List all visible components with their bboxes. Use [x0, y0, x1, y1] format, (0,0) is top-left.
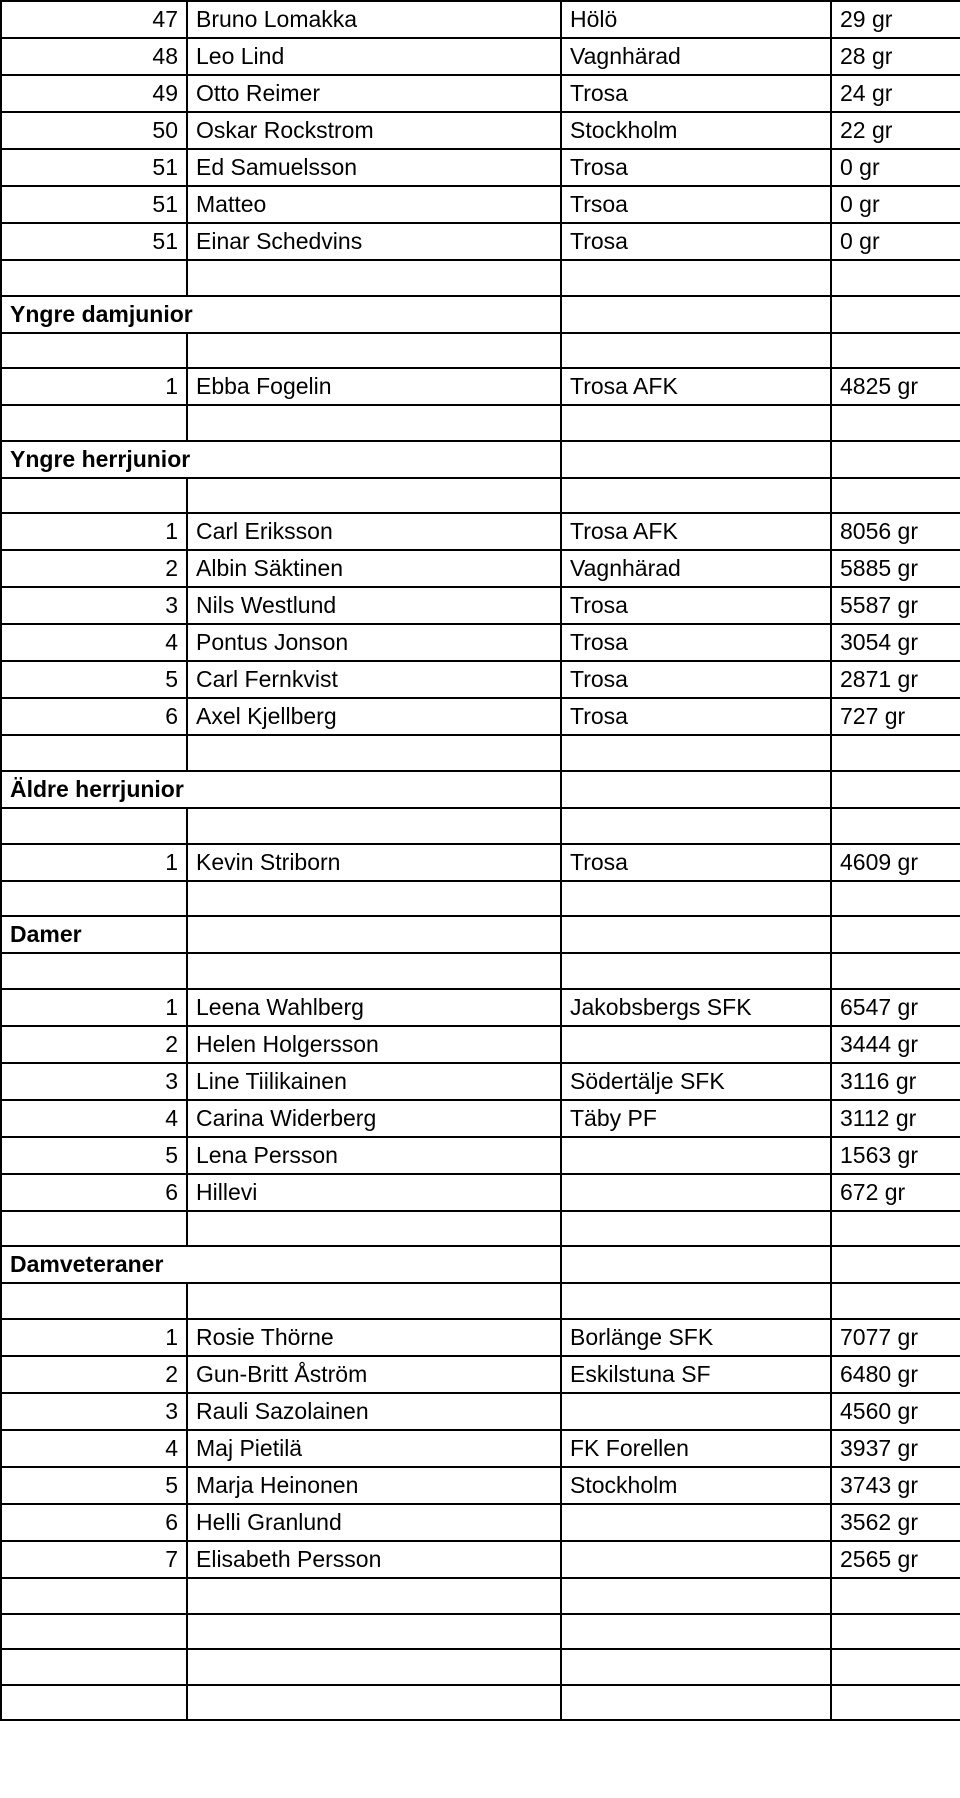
- rank-cell: 3: [1, 587, 187, 624]
- name-cell: Leo Lind: [187, 38, 561, 75]
- blank-row: [1, 808, 960, 844]
- club-cell: Eskilstuna SF: [561, 1356, 831, 1393]
- empty-cell: [187, 735, 561, 771]
- name-cell: Hillevi: [187, 1174, 561, 1211]
- empty-cell: [1, 1283, 187, 1319]
- blank-row: [1, 735, 960, 771]
- weight-cell: 4825 gr: [831, 368, 960, 405]
- empty-cell: [187, 1211, 561, 1247]
- club-cell: [561, 1504, 831, 1541]
- rank-cell: 6: [1, 1504, 187, 1541]
- weight-cell: 0 gr: [831, 223, 960, 260]
- empty-cell: [187, 478, 561, 514]
- empty-cell: [187, 1649, 561, 1685]
- rank-cell: 2: [1, 550, 187, 587]
- empty-cell: [561, 1614, 831, 1650]
- name-cell: Carl Eriksson: [187, 513, 561, 550]
- blank-row: [1, 333, 960, 369]
- table-row: [1, 75, 960, 112]
- table-row: [1, 1100, 960, 1137]
- name-cell: Ed Samuelsson: [187, 149, 561, 186]
- empty-cell: [561, 441, 831, 478]
- table-row: [1, 1541, 960, 1578]
- rank-cell: 50: [1, 112, 187, 149]
- name-cell: Einar Schedvins: [187, 223, 561, 260]
- club-cell: [561, 1393, 831, 1430]
- section-title: Damveteraner: [1, 1246, 561, 1283]
- table-row: [1, 1356, 960, 1393]
- rank-cell: 1: [1, 1319, 187, 1356]
- empty-cell: [1, 1614, 187, 1650]
- rank-cell: 47: [1, 1, 187, 38]
- rank-cell: 1: [1, 513, 187, 550]
- club-cell: [561, 1137, 831, 1174]
- empty-cell: [561, 1685, 831, 1721]
- empty-cell: [831, 1649, 960, 1685]
- table-row: [1, 186, 960, 223]
- empty-cell: [831, 881, 960, 917]
- empty-cell: [831, 333, 960, 369]
- table-row: [1, 112, 960, 149]
- empty-cell: [187, 953, 561, 989]
- name-cell: Elisabeth Persson: [187, 1541, 561, 1578]
- blank-row: [1, 260, 960, 296]
- club-cell: Trosa: [561, 624, 831, 661]
- section-header-row: [1, 916, 960, 953]
- empty-cell: [187, 260, 561, 296]
- weight-cell: 672 gr: [831, 1174, 960, 1211]
- weight-cell: 8056 gr: [831, 513, 960, 550]
- empty-cell: [187, 405, 561, 441]
- weight-cell: 3054 gr: [831, 624, 960, 661]
- table-row: [1, 1063, 960, 1100]
- name-cell: Carina Widerberg: [187, 1100, 561, 1137]
- club-cell: Trosa: [561, 587, 831, 624]
- name-cell: Maj Pietilä: [187, 1430, 561, 1467]
- table-row: [1, 624, 960, 661]
- club-cell: Hölö: [561, 1, 831, 38]
- results-table-body: [1, 1, 960, 1720]
- empty-cell: [831, 771, 960, 808]
- empty-cell: [561, 1578, 831, 1614]
- section-header-row: [1, 441, 960, 478]
- weight-cell: 727 gr: [831, 698, 960, 735]
- weight-cell: 0 gr: [831, 186, 960, 223]
- table-row: [1, 1137, 960, 1174]
- weight-cell: 2565 gr: [831, 1541, 960, 1578]
- empty-cell: [831, 441, 960, 478]
- weight-cell: 2871 gr: [831, 661, 960, 698]
- name-cell: Pontus Jonson: [187, 624, 561, 661]
- club-cell: Jakobsbergs SFK: [561, 989, 831, 1026]
- name-cell: Helen Holgersson: [187, 1026, 561, 1063]
- club-cell: Täby PF: [561, 1100, 831, 1137]
- empty-cell: [187, 881, 561, 917]
- empty-cell: [187, 1685, 561, 1721]
- club-cell: [561, 1174, 831, 1211]
- name-cell: Rosie Thörne: [187, 1319, 561, 1356]
- rank-cell: 1: [1, 844, 187, 881]
- empty-cell: [831, 1578, 960, 1614]
- name-cell: Helli Granlund: [187, 1504, 561, 1541]
- weight-cell: 3444 gr: [831, 1026, 960, 1063]
- rank-cell: 5: [1, 1467, 187, 1504]
- empty-cell: [1, 405, 187, 441]
- empty-cell: [561, 296, 831, 333]
- name-cell: Gun-Britt Åström: [187, 1356, 561, 1393]
- name-cell: Axel Kjellberg: [187, 698, 561, 735]
- name-cell: Albin Säktinen: [187, 550, 561, 587]
- name-cell: Line Tiilikainen: [187, 1063, 561, 1100]
- empty-cell: [831, 260, 960, 296]
- empty-cell: [831, 953, 960, 989]
- weight-cell: 3937 gr: [831, 1430, 960, 1467]
- blank-row: [1, 1685, 960, 1721]
- section-header-row: [1, 1246, 960, 1283]
- table-row: [1, 844, 960, 881]
- empty-cell: [561, 333, 831, 369]
- rank-cell: 51: [1, 149, 187, 186]
- name-cell: Lena Persson: [187, 1137, 561, 1174]
- table-row: [1, 989, 960, 1026]
- table-row: [1, 1026, 960, 1063]
- rank-cell: 5: [1, 1137, 187, 1174]
- empty-cell: [187, 333, 561, 369]
- empty-cell: [831, 735, 960, 771]
- weight-cell: 29 gr: [831, 1, 960, 38]
- rank-cell: 4: [1, 1430, 187, 1467]
- rank-cell: 6: [1, 1174, 187, 1211]
- club-cell: Borlänge SFK: [561, 1319, 831, 1356]
- rank-cell: 49: [1, 75, 187, 112]
- table-row: [1, 550, 960, 587]
- empty-cell: [561, 260, 831, 296]
- rank-cell: 1: [1, 368, 187, 405]
- empty-cell: [831, 808, 960, 844]
- empty-cell: [1, 478, 187, 514]
- blank-row: [1, 1614, 960, 1650]
- empty-cell: [1, 1211, 187, 1247]
- weight-cell: 5885 gr: [831, 550, 960, 587]
- blank-row: [1, 1578, 960, 1614]
- name-cell: Bruno Lomakka: [187, 1, 561, 38]
- rank-cell: 48: [1, 38, 187, 75]
- club-cell: Södertälje SFK: [561, 1063, 831, 1100]
- table-row: [1, 1174, 960, 1211]
- empty-cell: [187, 1283, 561, 1319]
- name-cell: Leena Wahlberg: [187, 989, 561, 1026]
- empty-cell: [1, 260, 187, 296]
- table-row: [1, 1504, 960, 1541]
- empty-cell: [561, 1283, 831, 1319]
- empty-cell: [1, 735, 187, 771]
- section-header-row: [1, 771, 960, 808]
- table-row: [1, 1393, 960, 1430]
- weight-cell: 7077 gr: [831, 1319, 960, 1356]
- blank-row: [1, 405, 960, 441]
- empty-cell: [1, 881, 187, 917]
- table-row: [1, 698, 960, 735]
- blank-row: [1, 1211, 960, 1247]
- weight-cell: 5587 gr: [831, 587, 960, 624]
- empty-cell: [831, 405, 960, 441]
- blank-row: [1, 1283, 960, 1319]
- club-cell: Trosa: [561, 698, 831, 735]
- empty-cell: [831, 1211, 960, 1247]
- name-cell: Otto Reimer: [187, 75, 561, 112]
- blank-row: [1, 478, 960, 514]
- club-cell: Vagnhärad: [561, 38, 831, 75]
- rank-cell: 51: [1, 186, 187, 223]
- weight-cell: 22 gr: [831, 112, 960, 149]
- section-title: Äldre herrjunior: [1, 771, 561, 808]
- name-cell: Kevin Striborn: [187, 844, 561, 881]
- name-cell: Oskar Rockstrom: [187, 112, 561, 149]
- rank-cell: 3: [1, 1393, 187, 1430]
- rank-cell: 2: [1, 1026, 187, 1063]
- empty-cell: [831, 916, 960, 953]
- empty-cell: [831, 296, 960, 333]
- rank-cell: 3: [1, 1063, 187, 1100]
- rank-cell: 1: [1, 989, 187, 1026]
- empty-cell: [831, 1283, 960, 1319]
- empty-cell: [1, 953, 187, 989]
- table-row: [1, 38, 960, 75]
- weight-cell: 4560 gr: [831, 1393, 960, 1430]
- club-cell: Stockholm: [561, 1467, 831, 1504]
- club-cell: FK Forellen: [561, 1430, 831, 1467]
- club-cell: Trosa: [561, 223, 831, 260]
- table-row: [1, 223, 960, 260]
- club-cell: Trosa: [561, 661, 831, 698]
- table-row: [1, 513, 960, 550]
- rank-cell: 7: [1, 1541, 187, 1578]
- section-title: Yngre damjunior: [1, 296, 561, 333]
- empty-cell: [561, 808, 831, 844]
- empty-cell: [831, 1246, 960, 1283]
- name-cell: Marja Heinonen: [187, 1467, 561, 1504]
- weight-cell: 1563 gr: [831, 1137, 960, 1174]
- blank-row: [1, 881, 960, 917]
- empty-cell: [1, 1649, 187, 1685]
- name-cell: Carl Fernkvist: [187, 661, 561, 698]
- empty-cell: [187, 1578, 561, 1614]
- empty-cell: [187, 916, 561, 953]
- weight-cell: 3743 gr: [831, 1467, 960, 1504]
- rank-cell: 4: [1, 624, 187, 661]
- section-header-row: [1, 296, 960, 333]
- section-title: Yngre herrjunior: [1, 441, 561, 478]
- empty-cell: [561, 881, 831, 917]
- empty-cell: [187, 1614, 561, 1650]
- table-row: [1, 149, 960, 186]
- club-cell: Stockholm: [561, 112, 831, 149]
- empty-cell: [187, 808, 561, 844]
- empty-cell: [561, 405, 831, 441]
- section-title: Damer: [1, 916, 187, 953]
- table-row: [1, 1467, 960, 1504]
- weight-cell: 3116 gr: [831, 1063, 960, 1100]
- club-cell: Trosa: [561, 844, 831, 881]
- club-cell: Vagnhärad: [561, 550, 831, 587]
- empty-cell: [561, 916, 831, 953]
- empty-cell: [561, 478, 831, 514]
- club-cell: [561, 1026, 831, 1063]
- club-cell: [561, 1541, 831, 1578]
- empty-cell: [1, 808, 187, 844]
- weight-cell: 3562 gr: [831, 1504, 960, 1541]
- empty-cell: [561, 771, 831, 808]
- rank-cell: 2: [1, 1356, 187, 1393]
- table-row: [1, 661, 960, 698]
- weight-cell: 28 gr: [831, 38, 960, 75]
- weight-cell: 24 gr: [831, 75, 960, 112]
- name-cell: Ebba Fogelin: [187, 368, 561, 405]
- name-cell: Matteo: [187, 186, 561, 223]
- name-cell: Nils Westlund: [187, 587, 561, 624]
- table-row: [1, 1430, 960, 1467]
- empty-cell: [1, 1578, 187, 1614]
- weight-cell: 0 gr: [831, 149, 960, 186]
- table-row: [1, 368, 960, 405]
- weight-cell: 6547 gr: [831, 989, 960, 1026]
- empty-cell: [831, 478, 960, 514]
- empty-cell: [561, 1211, 831, 1247]
- weight-cell: 6480 gr: [831, 1356, 960, 1393]
- empty-cell: [1, 1685, 187, 1721]
- club-cell: Trosa AFK: [561, 368, 831, 405]
- empty-cell: [561, 953, 831, 989]
- name-cell: Rauli Sazolainen: [187, 1393, 561, 1430]
- weight-cell: 4609 gr: [831, 844, 960, 881]
- empty-cell: [561, 1649, 831, 1685]
- rank-cell: 6: [1, 698, 187, 735]
- blank-row: [1, 1649, 960, 1685]
- empty-cell: [561, 735, 831, 771]
- blank-row: [1, 953, 960, 989]
- empty-cell: [1, 333, 187, 369]
- table-row: [1, 587, 960, 624]
- club-cell: Trosa: [561, 149, 831, 186]
- empty-cell: [561, 1246, 831, 1283]
- weight-cell: 3112 gr: [831, 1100, 960, 1137]
- table-row: [1, 1319, 960, 1356]
- rank-cell: 4: [1, 1100, 187, 1137]
- club-cell: Trosa: [561, 75, 831, 112]
- empty-cell: [831, 1614, 960, 1650]
- club-cell: Trsoa: [561, 186, 831, 223]
- empty-cell: [831, 1685, 960, 1721]
- table-row: [1, 1, 960, 38]
- club-cell: Trosa AFK: [561, 513, 831, 550]
- rank-cell: 51: [1, 223, 187, 260]
- rank-cell: 5: [1, 661, 187, 698]
